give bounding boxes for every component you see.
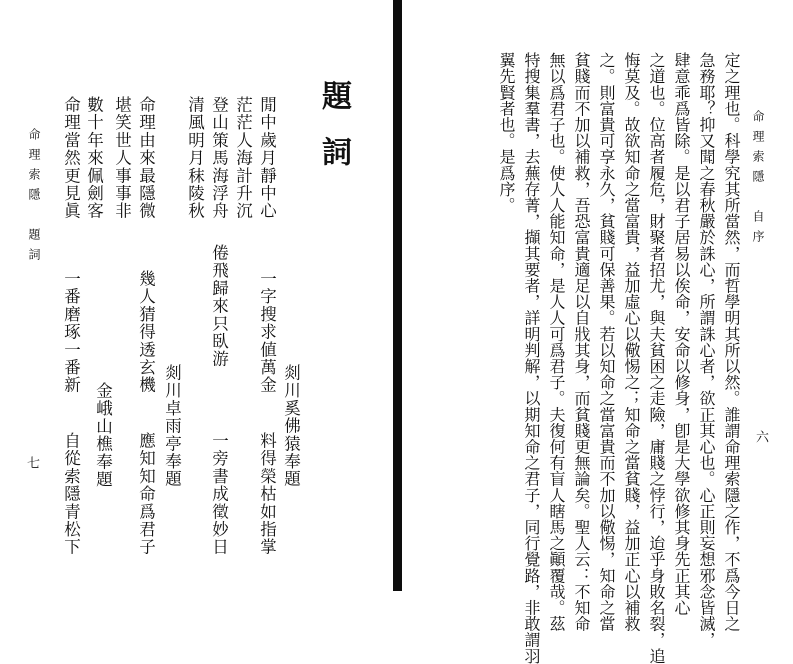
text-line: 翼先賢者也。是爲序。	[497, 52, 516, 213]
book-spine	[393, 0, 402, 591]
poem-line: 命理由來最隱微	[136, 96, 156, 220]
poem-line: 一番磨琢一番新	[61, 270, 81, 394]
left-page	[0, 0, 393, 591]
poem-line: 登山策馬海浮舟	[209, 96, 229, 220]
poem-line: 閒中歲月靜中心	[257, 96, 277, 220]
text-line: 肆意乖爲皆除。是以君子居易以俟命，安命以修身，卽是大學欲修其身先正其心	[672, 52, 691, 616]
poem-line: 命理當然更見眞	[61, 96, 81, 220]
poem-line: 一字搜求値萬金	[257, 270, 277, 394]
text-line: 急務耶？抑又聞之春秋嚴於誅心，所謂誅心者，欲正其心也。心正則妄想邪念皆滅，	[697, 52, 716, 648]
page-number: 六	[753, 430, 768, 443]
poem-line: 倦飛歸來只臥游	[209, 244, 229, 368]
poem-line: 應知知命爲君子	[136, 432, 156, 556]
running-head: 命理索隱 題詞	[27, 128, 41, 268]
poem-line: 料得榮枯如指掌	[257, 432, 277, 556]
right-page	[402, 0, 793, 664]
text-line: 定之理也。科學究其所當然，而哲學明其所以然。誰謂命理索隱之作，不爲今日之	[722, 52, 741, 632]
poem-line: 數十年來佩劍客	[84, 96, 104, 220]
poem-line: 一旁書成徵妙日	[209, 432, 229, 556]
poem-line: 堪笑世人事事非	[112, 96, 132, 220]
poem-line: 茫茫人海計升沉	[233, 96, 253, 220]
poem-line: 自從索隱青松下	[61, 432, 81, 556]
poem-author: 金峨山樵奉題	[93, 382, 113, 489]
poem-author: 剡川奚佛猿奉題	[281, 364, 301, 488]
poem-line: 幾人猜得透玄機	[136, 270, 156, 394]
poem-line: 清風明月秣陵秋	[185, 96, 205, 220]
text-line: 之道也。位高者履危，財聚者招尤，與夫貧困之走險，庸賤之悖行，迨乎身敗名裂，追	[647, 52, 666, 664]
poem-author: 剡川卓雨亭奉題	[162, 364, 182, 488]
page-title: 題詞	[316, 80, 351, 192]
text-line: 悔莫及。故欲知命之當富貴，益加虛心以儆惕之；知命之當貧賤，益加正心以補救	[622, 52, 641, 632]
running-head: 命理索隱 自序	[751, 110, 765, 250]
text-line: 特搜集羣書，去蕪存菁，擷其要者，詳明判解，以期知命之君子，同行覺路，非敢謂羽	[522, 52, 541, 664]
text-line: 之。則富貴可享永久，貧賤可保善果。若以知命之當富貴而不加以儆惕，知命之當	[597, 52, 616, 632]
page-number: 七	[24, 456, 39, 469]
text-line: 貧賤而不加以補救，吾恐富貴適足以自戕其身，而貧賤更無論矣。聖人云：不知命	[572, 52, 591, 632]
text-line: 無以爲君子也。使人人能知命，是人人可爲君子。夫復何有盲人瞎馬之顚覆哉。茲	[547, 52, 566, 632]
